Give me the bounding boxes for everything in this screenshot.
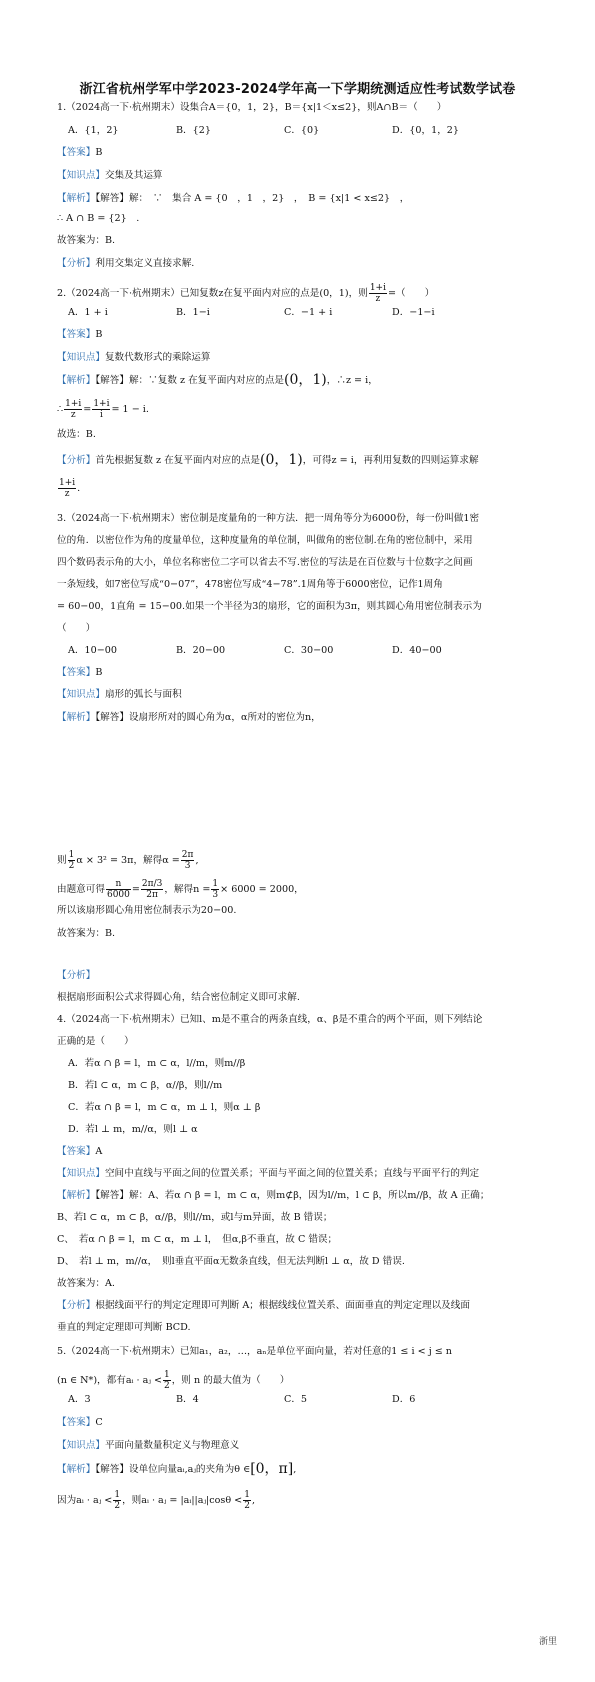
text: 因为aᵢ · aⱼ < <box>57 1495 113 1506</box>
analysis-tag: 【分析】 <box>57 970 96 981</box>
numerator: 1 <box>163 1370 170 1380</box>
solution-text-end: ，∴z = i， <box>326 375 378 386</box>
numerator: 1+i <box>65 399 82 409</box>
fraction <box>243 1490 251 1511</box>
page-title: 浙江省杭州学军中学2023-2024学年高一下学期统测适应性考试数学试卷 <box>79 82 516 97</box>
q2-solution-line-2 <box>57 399 149 420</box>
fraction <box>211 879 219 900</box>
solution-tag: 【解析】 <box>57 193 96 204</box>
fraction <box>113 1490 121 1511</box>
solution-tag: 【解析】 <box>57 375 96 386</box>
fraction <box>106 879 131 900</box>
solution-text: 【解答】解： ∵ 集合 A = {0 ，1 ，2} ， B = {x|1 < x≤2} ， <box>95 193 410 204</box>
analysis-text: 根据线面平行的判定定理即可判断 A；根据线线位置关系、面面垂直的判定定理以及线面 <box>95 1300 470 1311</box>
q1-solution-line-1 <box>57 192 409 205</box>
q1-solution-line-2: ∴ A ∩ B = {2} . <box>57 213 140 224</box>
denominator: 2 <box>68 861 75 871</box>
q5-solution-line-1 <box>57 1463 296 1476</box>
result-text: = 1 − i. <box>111 404 149 415</box>
q1-knowledge-point <box>57 169 163 182</box>
fraction <box>64 399 82 420</box>
q3-option-c: C．30−00 <box>284 645 334 656</box>
q1-analysis <box>57 257 194 270</box>
point-coordinate: (0，1) <box>284 372 327 388</box>
q3-answer <box>57 666 102 679</box>
numerator: 1 <box>68 850 75 860</box>
analysis-tag: 【分析】 <box>57 455 96 466</box>
solution-tag: 【解析】 <box>57 712 96 723</box>
q4-option-b: B．若l ⊂ α，m ⊂ β，α//β，则l//m <box>68 1080 223 1091</box>
q3-analysis: 根据扇形面积公式求得圆心角，结合密位制定义即可求解. <box>57 992 300 1003</box>
q4-solution-line-3: C、 若α ∩ β = l，m ⊂ α，m ⊥ l， 但α,β不垂直，故 C 错误； <box>57 1234 338 1245</box>
question-3-line-5: = 60−00，1直角 = 15−00.如果一个半径为3的扇形，它的面积为3π，则其圆心角用密位制表示为 <box>57 601 482 612</box>
numerator: 1 <box>212 879 219 889</box>
question-3-line-3: 四个数码表示角的大小，单位名称密位二字可以省去不写.密位的写法是在百位数与十位数字之间画 <box>57 557 473 568</box>
question-3-line-2: 位的角．以密位作为角的度量单位，这种度量角的单位制，叫做角的密位制.在角的密位制中，采用 <box>57 535 473 546</box>
q3-knowledge-point <box>57 688 182 701</box>
text: , <box>195 855 199 866</box>
q3-solution-line-4: 所以该扇形圆心角用密位制表示为20−00. <box>57 905 237 916</box>
q5-option-b: B．4 <box>176 1394 199 1405</box>
q3-solution-line-3 <box>57 879 304 900</box>
q1-solution-line-3: 故答案为：B. <box>57 235 116 246</box>
denominator: z <box>375 294 381 304</box>
q5-option-a: A．3 <box>68 1394 91 1405</box>
question-4-line-1: 4.（2024高一下·杭州期末）已知l、m是不重合的两条直线，α、β是不重合的两个平面，则下列结论 <box>57 1014 483 1025</box>
knowledge-text: 空间中直线与平面之间的位置关系；平面与平面之间的位置关系；直线与平面平行的判定 <box>104 1168 480 1179</box>
knowledge-tag: 【知识点】 <box>57 1168 105 1179</box>
numerator: 2π <box>181 850 194 860</box>
answer-tag: 【答案】 <box>57 1146 96 1157</box>
text: ，则aᵢ · aⱼ = |aᵢ||aⱼ|cosθ < <box>122 1495 243 1506</box>
q4-answer <box>57 1145 102 1158</box>
q1-option-a: A．{1，2} <box>68 125 119 136</box>
q3-solution-line-2 <box>57 850 199 871</box>
question-3-line-4: 一条短线，如7密位写成“0−07”，478密位写成“4−78”.1周角等于6000密位，记作1周角 <box>57 579 443 590</box>
denominator: 2 <box>244 1501 250 1511</box>
q2-solution-line-1 <box>57 374 378 387</box>
denominator: 2 <box>114 1501 121 1511</box>
solution-text: 【解答】解：∵复数 z 在复平面内对应的点是 <box>95 375 285 386</box>
fraction <box>163 1370 171 1391</box>
answer-tag: 【答案】 <box>57 329 96 340</box>
q2-analysis-line-2 <box>57 478 80 499</box>
answer-value: B <box>95 329 103 340</box>
knowledge-tag: 【知识点】 <box>57 352 105 363</box>
text: ，解得n = <box>164 884 211 895</box>
denominator: i <box>99 410 103 420</box>
q2-knowledge-point <box>57 351 211 364</box>
text: (n ∈ N*)，都有aᵢ · aⱼ < <box>57 1375 162 1386</box>
answer-tag: 【答案】 <box>57 147 96 158</box>
question-3-line-6: （ ） <box>57 623 96 634</box>
analysis-text: 首先根据复数 z 在复平面内对应的点是 <box>95 455 261 466</box>
solution-text: 【解答】解：A、若α ∩ β = l，m ⊂ α，则m⊄β，因为l//m，l ⊂ β，所以m//β，故 A 正确； <box>95 1190 490 1201</box>
fraction <box>68 850 76 871</box>
q5-knowledge-point <box>57 1439 239 1452</box>
equals-sign: = <box>83 404 92 415</box>
q2-answer <box>57 328 102 341</box>
answer-tag: 【答案】 <box>57 1417 96 1428</box>
denominator: 3 <box>212 890 219 900</box>
solution-text: 【解答】设扇形所对的圆心角为α，α所对的密位为n， <box>95 712 321 723</box>
q5-solution-line-2 <box>57 1490 255 1511</box>
q3-solution-line-1 <box>57 711 321 724</box>
numerator: 1+i <box>93 399 110 409</box>
knowledge-text: 平面向量数量积定义与物理意义 <box>104 1440 240 1451</box>
analysis-tag: 【分析】 <box>57 258 96 269</box>
q3-option-d: D．40−00 <box>392 645 442 656</box>
question-5-line-1: 5.（2024高一下·杭州期末）已知a₁，a₂，…，aₙ是单位平面向量，若对任意的1 ≤ i < j ≤ n <box>57 1346 452 1357</box>
fraction <box>141 879 163 900</box>
q5-option-d: D．6 <box>392 1394 416 1405</box>
numerator: 1+i <box>369 283 386 293</box>
q4-solution-line-1 <box>57 1189 489 1202</box>
numerator: 1 <box>244 1490 250 1500</box>
stem-text: 2.（2024高一下·杭州期末）已知复数z在复平面内对应的点是(0，1)，则 <box>57 288 368 299</box>
period: . <box>77 483 81 494</box>
solution-text: 【解答】设单位向量aᵢ,aⱼ的夹角为θ ∈ <box>95 1464 251 1475</box>
text: = <box>131 884 140 895</box>
solution-tag: 【解析】 <box>57 1464 96 1475</box>
q5-option-c: C．5 <box>284 1394 308 1405</box>
q3-option-a: A．10−00 <box>68 645 117 656</box>
answer-tag: 【答案】 <box>57 667 96 678</box>
q3-solution-line-5: 故答案为：B. <box>57 928 116 939</box>
text: 由题意可得 <box>57 884 105 895</box>
q1-option-c: C．{0} <box>284 125 320 136</box>
knowledge-tag: 【知识点】 <box>57 170 105 181</box>
answer-value: A <box>95 1146 103 1157</box>
point-coordinate: (0，1) <box>260 452 303 468</box>
numerator: 1 <box>114 1490 121 1500</box>
q4-option-c: C．若α ∩ β = l，m ⊂ α，m ⊥ l，则α ⊥ β <box>68 1102 261 1113</box>
text: α × 3² = 3π，解得α = <box>76 855 180 866</box>
question-4-line-2: 正确的是（ ） <box>57 1036 134 1047</box>
denominator: z <box>70 410 76 420</box>
q2-analysis <box>57 454 479 467</box>
question-2-stem <box>57 283 434 304</box>
q5-answer <box>57 1416 103 1429</box>
q2-option-c: C．−1 + i <box>284 307 333 318</box>
denominator: 2 <box>163 1381 170 1391</box>
text: , <box>251 1495 256 1506</box>
solution-tag: 【解析】 <box>57 1190 96 1201</box>
q2-solution-line-3: 故选：B. <box>57 429 96 440</box>
text: 则 <box>57 855 67 866</box>
q4-solution-line-5: 故答案为：A. <box>57 1278 115 1289</box>
knowledge-text: 扇形的弧长与面积 <box>104 689 182 700</box>
knowledge-text: 复数代数形式的乘除运算 <box>104 352 211 363</box>
knowledge-tag: 【知识点】 <box>57 689 105 700</box>
q4-option-d: D．若l ⊥ m，m//α，则l ⊥ α <box>68 1124 198 1135</box>
q2-option-a: A．1 + i <box>68 307 108 318</box>
q4-solution-line-4: D、 若l ⊥ m，m//α， 则l垂直平面α无数条直线，但无法判断l ⊥ α，故 D 错误. <box>57 1256 405 1267</box>
question-1-stem: 1.（2024高一下·杭州期末）设集合A＝{0，1，2}，B＝{x|1＜x≤2}，则A∩B＝（ ） <box>57 102 447 113</box>
answer-value: B <box>95 147 103 158</box>
text: , <box>293 1464 297 1475</box>
question-5-line-2 <box>57 1370 290 1391</box>
analysis-tag: 【分析】 <box>57 1300 96 1311</box>
answer-value: B <box>95 667 103 678</box>
q1-option-b: B．{2} <box>176 125 211 136</box>
q1-option-d: D．{0，1，2} <box>392 125 459 136</box>
q1-answer <box>57 146 102 159</box>
therefore-symbol: ∴ <box>57 404 64 415</box>
text: × 6000 = 2000， <box>220 884 304 895</box>
knowledge-text: 交集及其运算 <box>104 170 163 181</box>
q2-option-b: B．1−i <box>176 307 210 318</box>
denominator: z <box>64 489 70 499</box>
denominator: 2π <box>146 890 158 900</box>
question-3-line-1: 3.（2024高一下·杭州期末）密位制是度量角的一种方法．把一周角等分为6000份，每一份叫做1密 <box>57 513 480 524</box>
q2-option-d: D．−1−i <box>392 307 435 318</box>
analysis-text: 利用交集定义直接求解. <box>95 258 195 269</box>
text: ，则 n 的最大值为（ ） <box>171 1375 290 1386</box>
q4-solution-line-2: B、若l ⊂ α，m ⊂ β，α//β，则l//m，或l与m异面，故 B 错误； <box>57 1212 333 1223</box>
numerator: 1+i <box>59 478 76 488</box>
fraction <box>181 850 195 871</box>
q4-option-a: A．若α ∩ β = l，m ⊂ α，l//m，则m//β <box>68 1058 246 1069</box>
q3-analysis-tag <box>57 969 95 982</box>
q3-option-b: B．20−00 <box>176 645 226 656</box>
denominator: 6000 <box>106 890 130 900</box>
analysis-text-2: ，可得z = i，再利用复数的四则运算求解 <box>302 455 479 466</box>
q4-analysis-line-2: 垂直的判定定理即可判断 BCD. <box>57 1322 191 1333</box>
q4-analysis <box>57 1299 470 1312</box>
knowledge-tag: 【知识点】 <box>57 1440 105 1451</box>
fraction <box>58 478 76 499</box>
answer-value: C <box>95 1417 103 1428</box>
interval: [0，π] <box>250 1461 294 1477</box>
numerator: n <box>106 879 131 890</box>
stem-text-end: =（ ） <box>387 288 435 299</box>
fraction <box>92 399 110 420</box>
denominator: 3 <box>184 861 191 871</box>
page-footer: 浙里 <box>538 1637 557 1647</box>
q4-knowledge-point <box>57 1167 479 1180</box>
fraction <box>369 283 387 304</box>
numerator: 2π/3 <box>141 879 163 889</box>
